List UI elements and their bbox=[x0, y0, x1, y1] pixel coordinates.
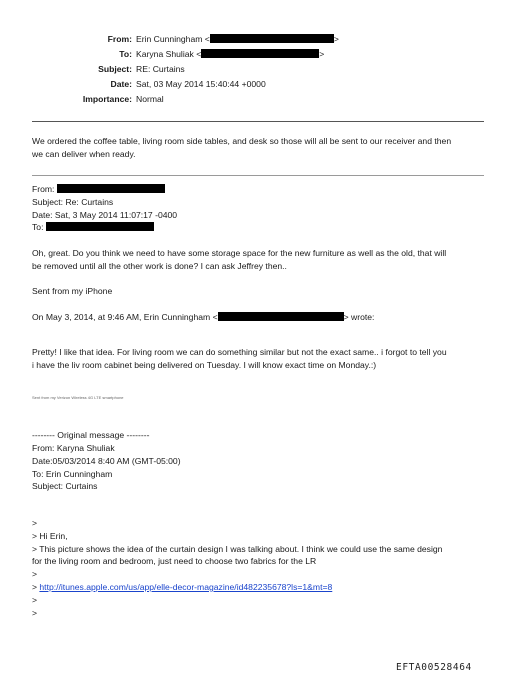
quote-marker: > bbox=[32, 595, 38, 605]
to-value: Karyna Shuliak < > bbox=[136, 49, 325, 59]
redaction-bar bbox=[57, 184, 165, 193]
subject-label: Subject: bbox=[98, 64, 132, 74]
itunes-link[interactable]: http://itunes.apple.com/us/app/elle-decor-magazine/id482235678?ls=1&mt=8 bbox=[39, 582, 333, 592]
reply-body-line: Oh, great. Do you think we need to have some storage space for the new furniture as well as the old, that will bbox=[32, 248, 447, 258]
quoted-line: for the living room and bedroom, just need to choose two fabrics for the LR bbox=[32, 556, 317, 566]
body-line: we can deliver when ready. bbox=[32, 149, 136, 159]
reply-to: To: bbox=[32, 222, 154, 232]
quote-marker: > bbox=[32, 608, 38, 618]
redaction-bar bbox=[201, 49, 319, 58]
original-date: Date:05/03/2014 8:40 AM (GMT-05:00) bbox=[32, 456, 181, 466]
to-label: To: bbox=[119, 49, 132, 59]
quote-marker: > bbox=[32, 518, 38, 528]
quoted-link-line: > http://itunes.apple.com/us/app/elle-decor-magazine/id482235678?ls=1&mt=8 bbox=[32, 582, 333, 592]
document-id: EFTA00528464 bbox=[396, 662, 472, 673]
wrote-line: On May 3, 2014, at 9:46 AM, Erin Cunningham < > wrote: bbox=[32, 312, 375, 322]
reply-body-line: be removed until all the other work is done? I can ask Jeffrey then.. bbox=[32, 261, 287, 271]
redaction-bar bbox=[210, 34, 334, 43]
subject-value: RE: Curtains bbox=[136, 64, 185, 74]
original-subject: Subject: Curtains bbox=[32, 481, 98, 491]
redaction-bar bbox=[218, 312, 344, 321]
quote-marker: > bbox=[32, 569, 38, 579]
reply-subject: Subject: Re: Curtains bbox=[32, 197, 114, 207]
original-from: From: Karyna Shuliak bbox=[32, 443, 115, 453]
header-divider bbox=[32, 121, 484, 122]
quoted-line: Pretty! I like that idea. For living room we can do something similar but not the exact same.. i forgot to tell you bbox=[32, 347, 447, 357]
original-to: To: Erin Cunningham bbox=[32, 469, 113, 479]
date-label: Date: bbox=[110, 79, 132, 89]
quoted-line: i have the liv room cabinet being delivered on Tuesday. I will know exact time on Monday.:) bbox=[32, 360, 377, 370]
redaction-bar bbox=[46, 222, 154, 231]
from-value: Erin Cunningham < > bbox=[136, 34, 339, 44]
importance-value: Normal bbox=[136, 94, 164, 104]
body-line: We ordered the coffee table, living room side tables, and desk so those will all be sent to our receiver and then bbox=[32, 136, 452, 146]
reply-date: Date: Sat, 3 May 2014 11:07:17 -0400 bbox=[32, 210, 178, 220]
date-value: Sat, 03 May 2014 15:40:44 +0000 bbox=[136, 79, 266, 89]
quoted-line: > This picture shows the idea of the curtain design I was talking about. I think we could use the same design bbox=[32, 544, 443, 554]
original-separator: -------- Original message -------- bbox=[32, 430, 150, 440]
reply-divider bbox=[32, 175, 484, 176]
reply-from: From: bbox=[32, 184, 165, 194]
quoted-signature: Sent from my Verizon Wireless 4G LTE smartphone bbox=[32, 395, 124, 400]
from-label: From: bbox=[107, 34, 132, 44]
importance-label: Importance: bbox=[82, 94, 132, 104]
reply-signature: Sent from my iPhone bbox=[32, 286, 113, 296]
quoted-line: > Hi Erin, bbox=[32, 531, 68, 541]
